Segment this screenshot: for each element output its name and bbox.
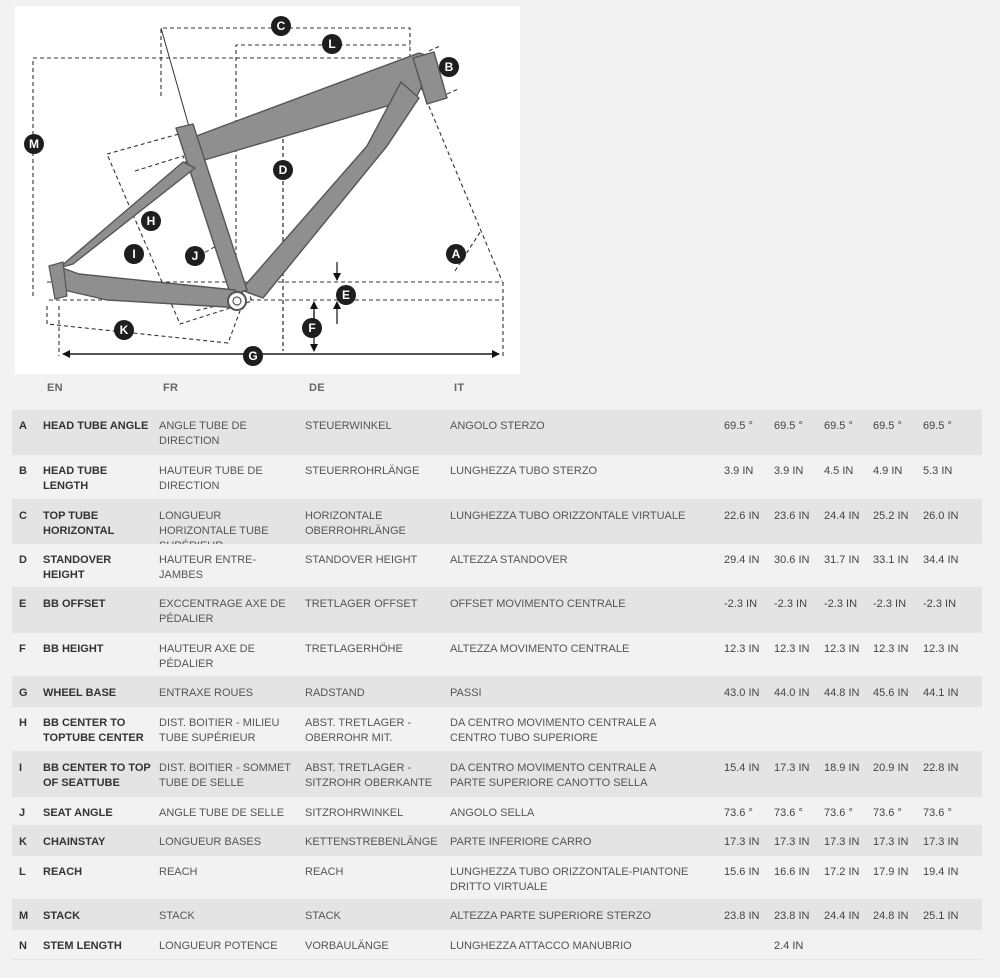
label-e — [336, 285, 356, 305]
size-value: 17.3 IN — [824, 836, 860, 848]
row-letter: F — [19, 643, 26, 655]
row-label-it: LUNGHEZZA TUBO STERZO — [450, 465, 598, 477]
size-value: 69.5 ° — [774, 420, 803, 432]
row-label-fr: HAUTEUR ENTRE-JAMBES — [159, 554, 257, 581]
row-label-fr: DIST. BOITIER - MILIEU TUBE SUPÉRIEUR — [159, 717, 280, 744]
row-letter: B — [19, 465, 27, 477]
row-letter: C — [19, 510, 27, 522]
table-row — [12, 677, 982, 707]
table-row — [12, 410, 982, 455]
label-d — [273, 160, 293, 180]
row-label-fr: ANGLE TUBE DE SELLE — [159, 807, 285, 819]
row-label-en: SEAT ANGLE — [43, 807, 113, 819]
size-value: -2.3 IN — [774, 598, 808, 610]
row-label-en: HEAD TUBE ANGLE — [43, 420, 149, 432]
size-value: 23.8 IN — [774, 910, 810, 922]
svg-text:J: J — [191, 249, 199, 263]
label-j — [185, 246, 205, 266]
svg-text:A: A — [451, 247, 461, 261]
size-value: 69.5 ° — [923, 420, 952, 432]
row-label-en: CHAINSTAY — [43, 836, 106, 848]
row-label-en: BB HEIGHT — [43, 643, 104, 655]
table-row — [12, 856, 982, 900]
row-letter: K — [19, 836, 27, 848]
header-de: DE — [309, 382, 325, 394]
row-letter: L — [19, 866, 26, 878]
size-value: 18.9 IN — [824, 762, 860, 774]
row-label-de: ABST. TRETLAGER - SITZROHR OBERKANTE — [305, 762, 433, 789]
table-row — [12, 826, 982, 856]
size-value: 26.0 IN — [923, 510, 959, 522]
size-value: 17.3 IN — [724, 836, 760, 848]
size-value: 73.6 ° — [873, 807, 902, 819]
size-value: 29.4 IN — [724, 554, 760, 566]
svg-text:I: I — [132, 247, 136, 261]
row-label-it: DA CENTRO MOVIMENTO CENTRALE A PARTE SUPERIORE CANOTTO SELLA — [450, 762, 656, 789]
row-label-it: LUNGHEZZA TUBO ORIZZONTALE-PIANTONE DRITTO VIRTUALE — [450, 866, 689, 893]
size-value: 2.4 IN — [774, 940, 804, 952]
size-value: 3.9 IN — [724, 465, 754, 477]
row-label-en: BB CENTER TO TOPTUBE CENTER — [43, 717, 144, 744]
svg-text:E: E — [341, 288, 351, 302]
table-row — [12, 797, 982, 826]
row-label-en: BB OFFSET — [43, 598, 106, 610]
row-letter: N — [19, 940, 27, 952]
row-label-de: SITZROHRWINKEL — [305, 807, 404, 819]
size-value: 34.4 IN — [923, 554, 959, 566]
size-value: 24.4 IN — [824, 910, 860, 922]
row-label-fr: ANGLE TUBE DE DIRECTION — [159, 420, 247, 447]
label-k — [114, 320, 134, 340]
size-value: -2.3 IN — [873, 598, 907, 610]
size-value: 20.9 IN — [873, 762, 909, 774]
row-label-it: PASSI — [450, 687, 482, 699]
row-label-fr: DIST. BOITIER - SOMMET TUBE DE SELLE — [159, 762, 291, 789]
row-label-it: ALTEZZA STANDOVER — [450, 554, 568, 566]
size-value: 69.5 ° — [873, 420, 902, 432]
size-value: 31.7 IN — [824, 554, 860, 566]
size-value: 44.1 IN — [923, 687, 959, 699]
size-value: 4.5 IN — [824, 465, 854, 477]
size-value: 44.8 IN — [824, 687, 860, 699]
table-row — [12, 544, 982, 588]
frame-geometry-diagram — [15, 6, 520, 374]
label-f — [302, 318, 322, 338]
size-value: 12.3 IN — [724, 643, 760, 655]
row-label-fr: HAUTEUR TUBE DE DIRECTION — [159, 465, 263, 492]
size-value: 17.2 IN — [824, 866, 860, 878]
svg-text:D: D — [278, 163, 288, 177]
size-value: 24.4 IN — [824, 510, 860, 522]
size-value: 69.5 ° — [824, 420, 853, 432]
size-value: 5.3 IN — [923, 465, 953, 477]
row-label-en: HEAD TUBE LENGTH — [43, 465, 108, 492]
row-label-fr: LONGUEUR BASES — [159, 836, 262, 848]
table-row — [12, 707, 982, 752]
row-label-it: OFFSET MOVIMENTO CENTRALE — [450, 598, 626, 610]
row-label-en: TOP TUBE HORIZONTAL — [43, 510, 115, 537]
row-label-de: RADSTAND — [305, 687, 365, 699]
row-letter: H — [19, 717, 27, 729]
svg-text:L: L — [328, 37, 336, 51]
label-i — [124, 244, 144, 264]
size-value: 17.9 IN — [873, 866, 909, 878]
size-value: -2.3 IN — [824, 598, 858, 610]
table-row — [12, 588, 982, 633]
size-value: 23.6 IN — [774, 510, 810, 522]
row-label-en: WHEEL BASE — [43, 687, 117, 699]
svg-text:M: M — [29, 137, 39, 151]
row-label-fr: STACK — [159, 910, 195, 922]
row-label-fr: ENTRAXE ROUES — [159, 687, 254, 699]
size-value: 25.2 IN — [873, 510, 909, 522]
row-letter: I — [19, 762, 23, 774]
size-value: 22.8 IN — [923, 762, 959, 774]
row-label-de: TRETLAGER OFFSET — [305, 598, 418, 610]
geometry-table — [12, 410, 982, 960]
label-l — [322, 34, 342, 54]
size-value: 3.9 IN — [774, 465, 804, 477]
size-value: -2.3 IN — [724, 598, 758, 610]
size-value: 73.6 ° — [774, 807, 803, 819]
size-value: 12.3 IN — [923, 643, 959, 655]
svg-text:K: K — [119, 323, 129, 337]
row-label-fr: HAUTEUR AXE DE PÉDALIER — [159, 643, 255, 670]
row-letter: G — [19, 687, 28, 699]
size-value: 17.3 IN — [923, 836, 959, 848]
table-row — [12, 500, 982, 544]
label-m — [24, 134, 44, 154]
row-label-de: KETTENSTREBENLÄNGE — [305, 836, 438, 848]
size-value: 16.6 IN — [774, 866, 810, 878]
size-value: 24.8 IN — [873, 910, 909, 922]
table-row — [12, 752, 982, 797]
size-value: 25.1 IN — [923, 910, 959, 922]
row-letter: J — [19, 807, 26, 819]
label-g — [243, 346, 263, 366]
size-value: 12.3 IN — [774, 643, 810, 655]
svg-text:B: B — [444, 60, 454, 74]
row-label-it: LUNGHEZZA TUBO ORIZZONTALE VIRTUALE — [450, 510, 686, 522]
row-label-it: LUNGHEZZA ATTACCO MANUBRIO — [450, 940, 632, 952]
row-letter: E — [19, 598, 27, 610]
size-value: 17.3 IN — [774, 762, 810, 774]
svg-text:G: G — [248, 349, 258, 363]
row-label-de: STACK — [305, 910, 341, 922]
row-label-fr: EXCCENTRAGE AXE DE PÉDALIER — [159, 598, 286, 625]
row-label-de: STEUERROHRLÄNGE — [305, 465, 420, 477]
row-label-de: TRETLAGERHÖHE — [305, 643, 403, 655]
label-h — [141, 211, 161, 231]
label-b — [439, 57, 459, 77]
row-label-fr: LONGUEUR POTENCE — [159, 940, 278, 952]
size-value: 12.3 IN — [824, 643, 860, 655]
row-letter: M — [19, 910, 29, 922]
row-label-de: REACH — [305, 866, 344, 878]
header-it: IT — [454, 382, 465, 394]
size-value: 45.6 IN — [873, 687, 909, 699]
row-label-it: PARTE INFERIORE CARRO — [450, 836, 592, 848]
row-label-de: HORIZONTALE OBERROHRLÄNGE — [305, 510, 406, 537]
row-label-de: STANDOVER HEIGHT — [305, 554, 418, 566]
row-label-de: ABST. TRETLAGER - OBERROHR MIT. — [305, 717, 412, 744]
bike-frame — [55, 52, 447, 308]
size-value: 44.0 IN — [774, 687, 810, 699]
size-value: 73.6 ° — [824, 807, 853, 819]
row-label-it: DA CENTRO MOVIMENTO CENTRALE A CENTRO TUBO SUPERIORE — [450, 717, 656, 744]
header-en: EN — [47, 382, 63, 394]
size-value: 17.3 IN — [873, 836, 909, 848]
size-value: 73.6 ° — [923, 807, 952, 819]
table-row — [12, 633, 982, 677]
row-label-fr: REACH — [159, 866, 198, 878]
row-label-en: STACK — [43, 910, 81, 922]
row-label-it: ANGOLO STERZO — [450, 420, 545, 432]
svg-text:H: H — [146, 214, 156, 228]
size-value: 30.6 IN — [774, 554, 810, 566]
size-value: 19.4 IN — [923, 866, 959, 878]
svg-text:C: C — [276, 19, 286, 33]
size-value: 69.5 ° — [724, 420, 753, 432]
svg-text:F: F — [308, 321, 316, 335]
row-label-it: ALTEZZA MOVIMENTO CENTRALE — [450, 643, 630, 655]
row-letter: D — [19, 554, 27, 566]
size-value: 33.1 IN — [873, 554, 909, 566]
size-value: 15.4 IN — [724, 762, 760, 774]
frame-geometry-svg — [15, 6, 520, 374]
header-fr: FR — [163, 382, 179, 394]
size-value: 12.3 IN — [873, 643, 909, 655]
row-label-en: STEM LENGTH — [43, 940, 122, 952]
row-label-en: REACH — [43, 866, 83, 878]
row-label-de: VORBAULÄNGE — [305, 940, 389, 952]
size-value: 17.3 IN — [774, 836, 810, 848]
size-value: 22.6 IN — [724, 510, 760, 522]
label-c — [271, 16, 291, 36]
table-row — [12, 900, 982, 930]
row-label-en: BB CENTER TO TOP OF SEATTUBE — [43, 762, 151, 789]
row-label-it: ALTEZZA PARTE SUPERIORE STERZO — [450, 910, 652, 922]
row-letter: A — [19, 420, 27, 432]
row-label-fr: LONGUEUR HORIZONTALE TUBE — [159, 510, 269, 537]
size-value: 4.9 IN — [873, 465, 903, 477]
table-row — [12, 455, 982, 500]
row-label-it: ANGOLO SELLA — [450, 807, 535, 819]
size-value: 15.6 IN — [724, 866, 760, 878]
size-value: 43.0 IN — [724, 687, 760, 699]
table-row — [12, 930, 982, 960]
row-label-en: STANDOVER HEIGHT — [43, 554, 112, 581]
size-value: -2.3 IN — [923, 598, 957, 610]
label-a — [446, 244, 466, 264]
row-label-de: STEUERWINKEL — [305, 420, 392, 432]
size-value: 23.8 IN — [724, 910, 760, 922]
size-value: 73.6 ° — [724, 807, 753, 819]
